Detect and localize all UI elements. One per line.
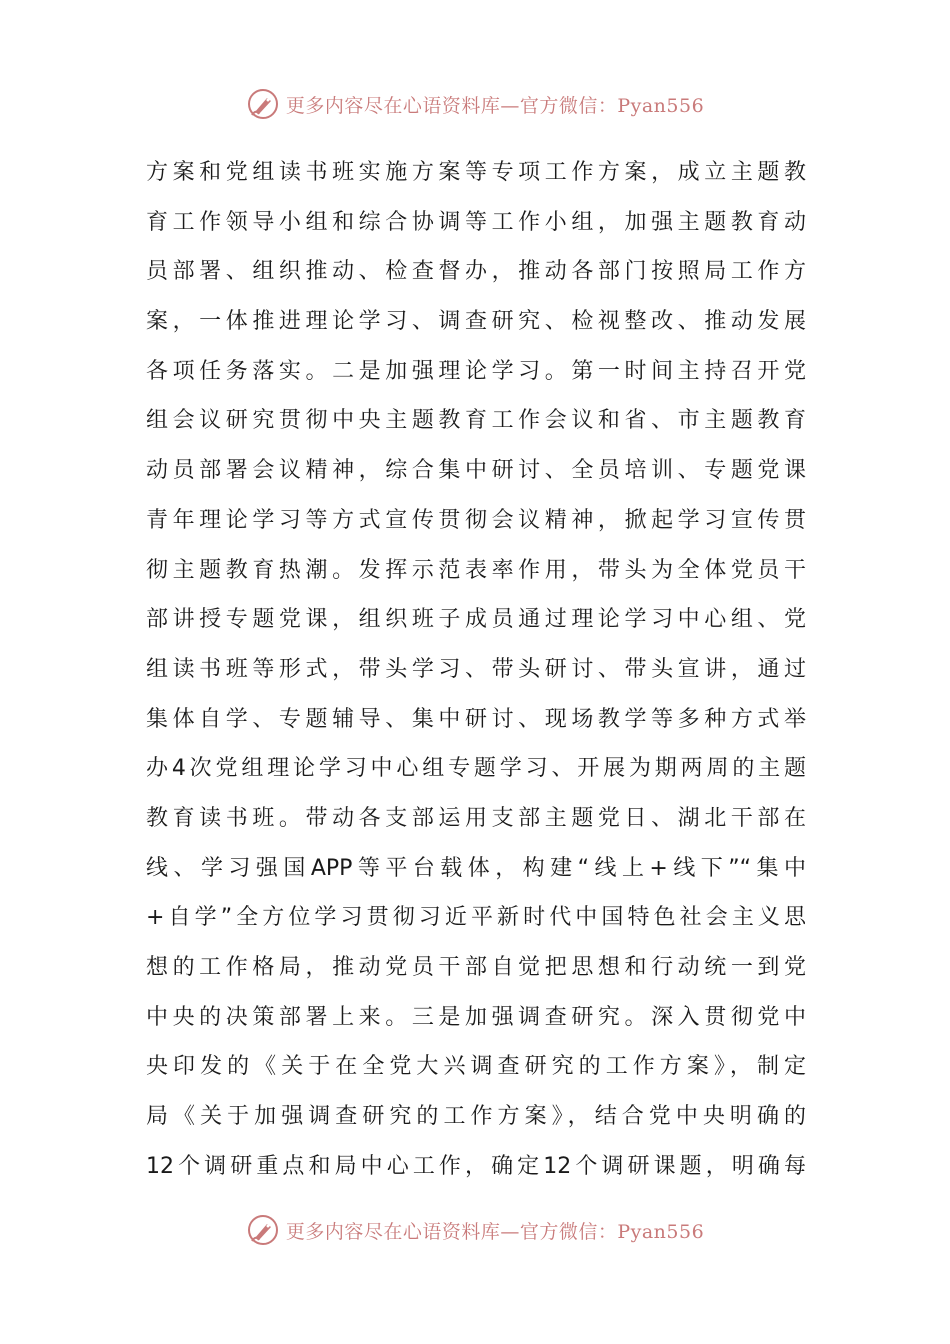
body-line: 中央的决策部署上来。三是加强调查研究。深入贯彻党中 (146, 1004, 806, 1030)
header-watermark-text: 更多内容尽在心语资料库—官方微信：Pyan556 (285, 94, 705, 117)
pen-nib-logo-icon (246, 87, 280, 121)
body-line: 想的工作格局，推动党员干部自觉把思想和行动统一到党 (146, 955, 806, 980)
body-line: 12个调研重点和局中心工作，确定12个调研课题，明确每 (146, 1153, 806, 1179)
body-line: 局《关于加强调查研究的工作方案》，结合党中央明确的 (146, 1104, 806, 1130)
body-line: 线、学习强国APP等平台载体，构建“线上+线下”“集中 (146, 855, 806, 881)
body-line: 方案和党组读书班实施方案等专项工作方案，成立主题教 (146, 160, 806, 185)
body-line: 育工作领导小组和综合协调等工作小组，加强主题教育动 (146, 209, 806, 235)
footer-watermark-text: 更多内容尽在心语资料库—官方微信：Pyan556 (285, 1220, 705, 1243)
body-line: +自学”全方位学习贯彻习近平新时代中国特色社会主义思 (146, 905, 806, 931)
body-line: 集体自学、专题辅导、集中研讨、现场教学等多种方式举 (146, 706, 806, 732)
body-line: 青年理论学习等方式宣传贯彻会议精神，掀起学习宣传贯 (146, 507, 806, 533)
body-text (146, 148, 806, 1191)
body-line: 组会议研究贯彻中央主题教育工作会议和省、市主题教育 (146, 408, 806, 434)
body-line: 案，一体推进理论学习、调查研究、检视整改、推动发展 (146, 309, 806, 335)
body-line: 央印发的《关于在全党大兴调查研究的工作方案》，制定 (146, 1054, 806, 1080)
body-line: 各项任务落实。二是加强理论学习。第一时间主持召开党 (146, 358, 806, 384)
body-line: 员部署、组织推动、检查督办，推动各部门按照局工作方 (146, 259, 806, 285)
pen-nib-logo-icon (246, 1213, 280, 1247)
body-line: 办4次党组理论学习中心组专题学习、开展为期两周的主题 (146, 756, 806, 782)
body-line: 彻主题教育热潮。发挥示范表率作用，带头为全体党员干 (146, 557, 806, 583)
body-line: 部讲授专题党课，组织班子成员通过理论学习中心组、党 (146, 607, 806, 633)
body-line: 动员部署会议精神，综合集中研讨、全员培训、专题党课 (146, 458, 806, 484)
header-watermark (0, 84, 950, 124)
body-line: 组读书班等形式，带头学习、带头研讨、带头宣讲，通过 (146, 656, 806, 682)
body-line: 教育读书班。带动各支部运用支部主题党日、湖北干部在 (146, 805, 806, 831)
footer-watermark (0, 1210, 950, 1250)
